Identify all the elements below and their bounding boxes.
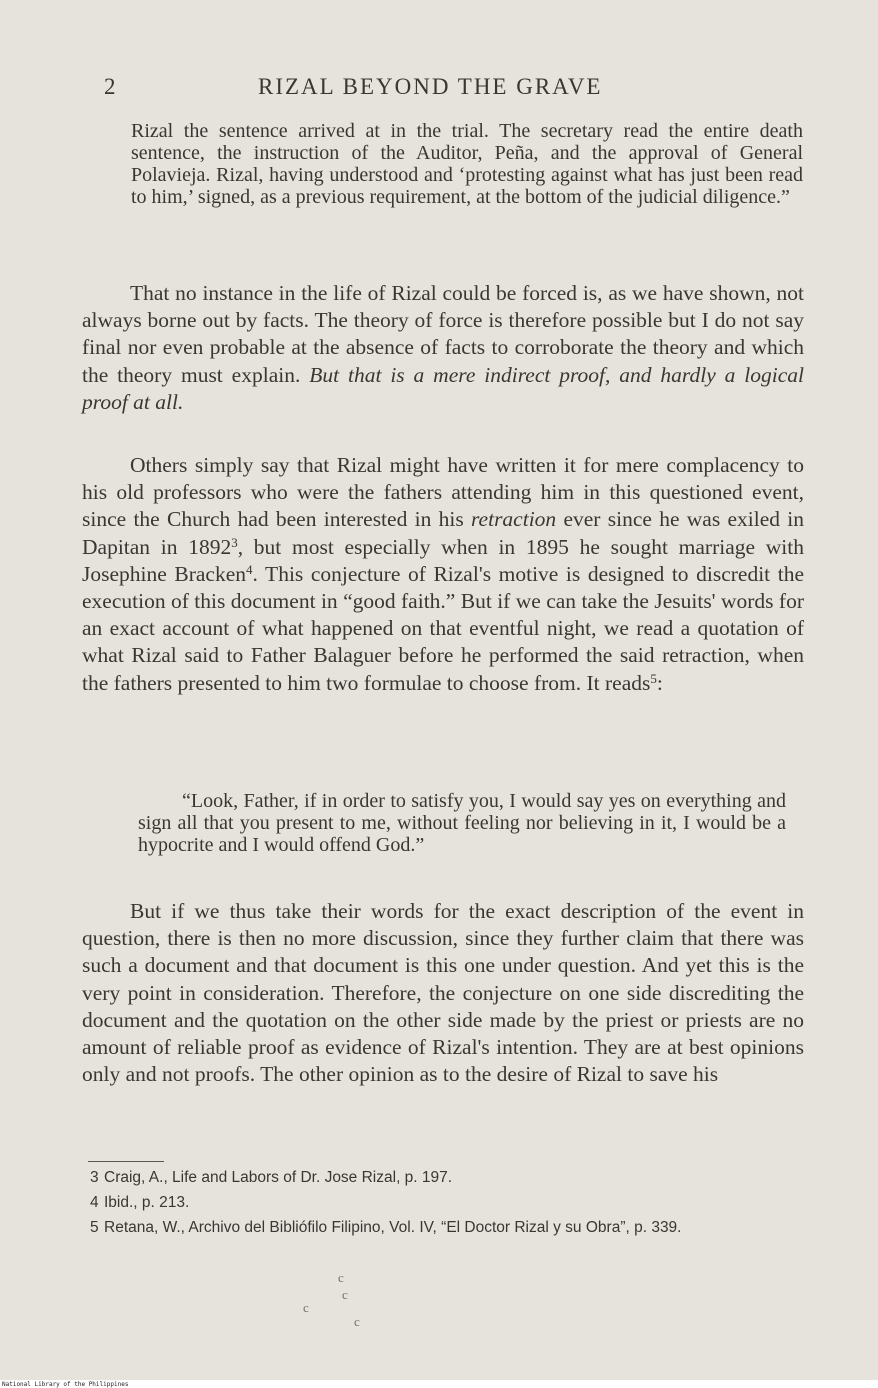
footnote-text: Ibid., p. 213.	[104, 1194, 190, 1211]
stray-print-mark: c	[303, 1300, 309, 1315]
footnote-3	[90, 1168, 810, 1187]
stray-print-mark: c	[342, 1287, 348, 1302]
footnote-number: 4	[90, 1194, 99, 1211]
library-credit: National Library of the Philippines	[2, 1381, 129, 1388]
paragraph-text: Others simply say that Rizal might have written it for mere complacency to his old professors who were the fathers attending him in this questioned event, since the Church had been interested in his	[82, 453, 804, 532]
paragraph-text: . This conjecture of Rizal's motive is designed to discredit the execution of this document in “good faith.” But if we can take the Jesuits' words for an exact account of what happened on that eventful night, we read a quotation of what Rizal said to Father Balaguer before he performed the said retraction, when the fathers presented to him two formulae to choose from. It reads	[82, 561, 804, 695]
footer-bar	[0, 1380, 878, 1388]
stray-print-mark: c	[338, 1270, 344, 1285]
footnote-text: Retana, W., Archivo del Bibliófilo Filipino, Vol. IV, “El Doctor Rizal y su Obra”, p. 339.	[104, 1219, 682, 1236]
block-quote-continued: Rizal the sentence arrived at in the trial. The secretary read the entire death sentence, the instruction of the Auditor, Peña, and the approval of General Polavieja. Rizal, having understood and ‘protesting against what has just been read to him,’ signed, as a previous requirement, at the bottom of the judicial diligence.”	[131, 120, 803, 208]
page-header	[104, 74, 804, 104]
footnotes	[90, 1168, 810, 1243]
running-title: RIZAL BEYOND THE GRAVE	[258, 74, 603, 99]
footnote-divider	[88, 1161, 164, 1162]
italic-emphasis: But that is a mere indirect proof, and hardly a logical proof at all.	[82, 362, 804, 414]
footnote-5	[90, 1218, 810, 1237]
paragraph-text: , but most especially when in 1895 he sought marriage with Josephine Bracken	[82, 534, 804, 586]
italic-retraction: retraction	[470, 507, 557, 532]
footnote-4	[90, 1193, 810, 1212]
stray-print-mark: c	[354, 1314, 360, 1329]
block-quote-rizal: “Look, Father, if in order to satisfy you, I would say yes on everything and sign all that you present to me, without feeling nor believing in it, I would be a hypocrite and I would offend God.”	[138, 790, 786, 856]
footnote-text: Craig, A., Life and Labors of Dr. Jose Rizal, p. 197.	[104, 1169, 453, 1186]
footnote-number: 3	[90, 1169, 99, 1186]
footnote-ref-3: 3	[231, 534, 238, 550]
footnote-ref-5: 5	[650, 670, 657, 686]
paragraph-complacency	[82, 452, 804, 697]
paragraph-text: That no instance in the life of Rizal could be forced is, as we have shown, not always borne out by facts. The theory of force is therefore possible but I do not say final nor even probable at the absence of facts to corroborate the theory and which the theory must explain.	[82, 281, 804, 387]
paragraph-text: :	[656, 670, 663, 695]
paragraph-text: ever since he was exiled in Dapitan in 1892	[82, 507, 805, 559]
paragraph-conclusion: But if we thus take their words for the exact description of the event in question, there is then no more discussion, since they further claim that there was such a document and that document is this one under question. And yet this is the very point in consideration. Therefore, the conjecture on one side discrediting the document and the quotation on the other side made by the priest or priests are no amount of reliable proof as evidence of Rizal's intention. They are at best opinions only and not proofs. The other opinion as to the desire of Rizal to save his	[82, 899, 804, 1087]
footnote-ref-4: 4	[246, 561, 253, 577]
page-number: 2	[104, 74, 117, 99]
paragraph-force-theory	[82, 280, 804, 416]
footnote-number: 5	[90, 1219, 99, 1236]
